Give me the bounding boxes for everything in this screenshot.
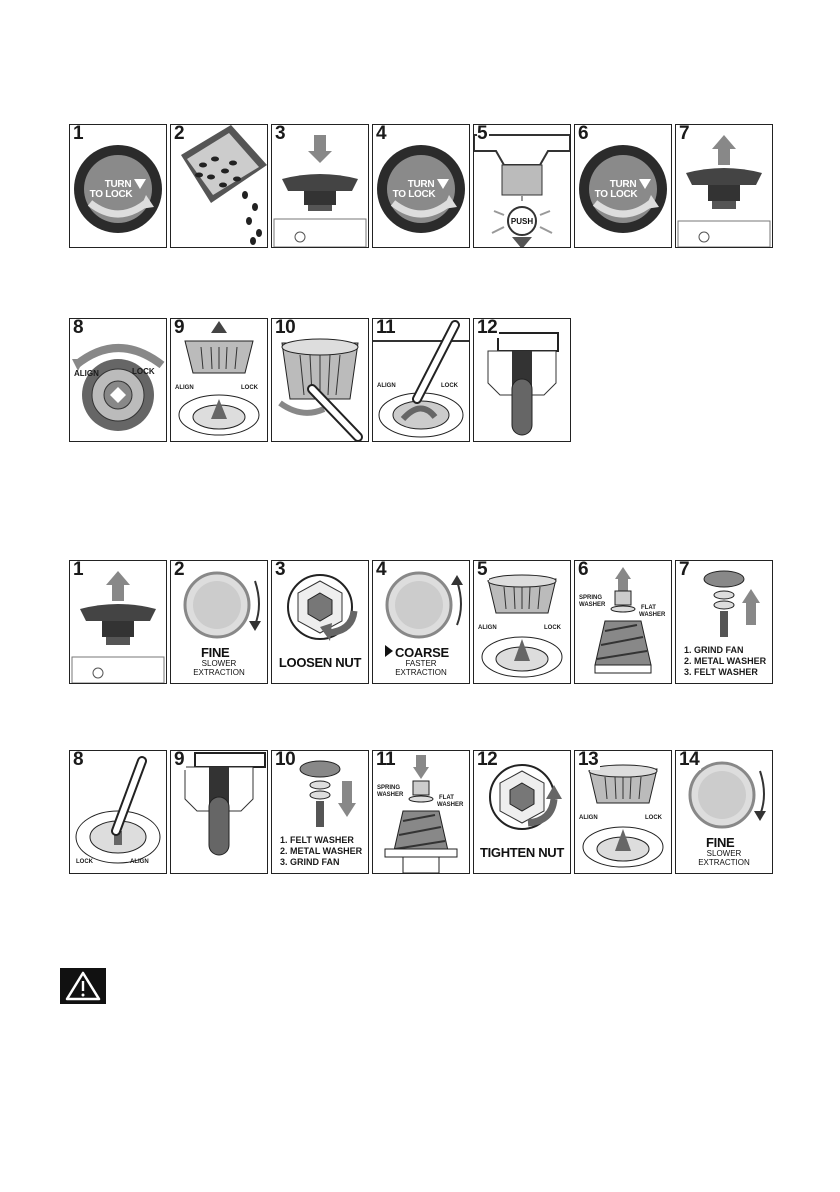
panel-brush-lower-burr <box>372 318 470 442</box>
warning-triangle-icon <box>60 968 106 1004</box>
panel-remove-hopper <box>675 124 773 248</box>
turn-label: TURN <box>104 179 132 190</box>
step-number: 7 <box>679 560 690 580</box>
spring-washer-label: WASHER <box>579 602 606 608</box>
step-number: 13 <box>578 750 599 770</box>
step-number: 9 <box>174 318 185 338</box>
step-number: 2 <box>174 124 185 144</box>
step-number: 12 <box>477 750 498 770</box>
panel-brush-upper-burr <box>271 318 369 442</box>
flat-label: FLAT <box>641 605 656 611</box>
step-number: 7 <box>679 124 690 144</box>
step-number: 6 <box>578 124 589 144</box>
lock-label: LOCK <box>76 859 93 865</box>
step-number: 12 <box>477 318 498 338</box>
step-number: 4 <box>376 560 387 580</box>
step-number: 11 <box>376 750 396 770</box>
lock-label: LOCK <box>544 625 561 631</box>
coarse-label: COARSE <box>395 645 449 660</box>
slower-label: SLOWER <box>201 659 237 668</box>
panel-lift-upper-burr <box>170 318 268 442</box>
spring-label: SPRING <box>579 595 603 601</box>
row-1 <box>69 124 773 248</box>
step-number: 3 <box>275 124 286 144</box>
panel-align-lock-burr <box>69 318 167 442</box>
flat-washer-label: WASHER <box>437 802 464 808</box>
step-number: 2 <box>174 560 185 580</box>
align-label: ALIGN <box>377 383 396 389</box>
to-lock-label: TO LOCK <box>594 189 638 200</box>
step-number: 10 <box>275 750 296 770</box>
step-number: 1 <box>73 560 84 580</box>
push-label: PUSH <box>510 217 534 226</box>
lock-label: LOCK <box>241 385 258 391</box>
to-lock-label: TO LOCK <box>89 189 133 200</box>
panel-lift-upper-burr <box>473 560 571 684</box>
step-number: 14 <box>679 750 700 770</box>
step-number: 3 <box>275 560 286 580</box>
row-4 <box>69 750 773 874</box>
step-number: 9 <box>174 750 185 770</box>
flat-washer-label: WASHER <box>639 612 666 618</box>
row-2 <box>69 318 571 442</box>
panel-install-washers <box>372 750 470 874</box>
panel-pour-beans <box>170 124 268 248</box>
step-number: 11 <box>376 318 396 338</box>
step-number: 8 <box>73 318 84 338</box>
felt-washer-item: 3. FELT WASHER <box>684 667 758 677</box>
turn-label: TURN <box>609 179 637 190</box>
panel-brush-chute <box>473 318 571 442</box>
align-label: ALIGN <box>74 369 99 378</box>
panel-remove-hopper <box>69 560 167 684</box>
slower-label: SLOWER <box>706 849 742 858</box>
panel-dial-coarse <box>372 560 470 684</box>
panel-turn-to-lock <box>69 124 167 248</box>
flat-label: FLAT <box>439 795 454 801</box>
step-number: 5 <box>477 560 488 580</box>
align-label: ALIGN <box>478 625 497 631</box>
turn-label: TURN <box>407 179 435 190</box>
metal-washer-item: 2. METAL WASHER <box>280 846 363 856</box>
panel-brush-chute <box>170 750 268 874</box>
extraction-label: EXTRACTION <box>395 668 447 677</box>
step-number: 6 <box>578 560 589 580</box>
panel-insert-hopper <box>271 124 369 248</box>
spring-washer-label: WASHER <box>377 792 404 798</box>
align-label: ALIGN <box>130 859 149 865</box>
step-number: 4 <box>376 124 387 144</box>
align-label: ALIGN <box>175 385 194 391</box>
tighten-nut-label: TIGHTEN NUT <box>479 845 565 860</box>
panel-loosen-nut <box>271 560 369 684</box>
align-label: ALIGN <box>579 815 598 821</box>
lock-label: LOCK <box>132 367 155 376</box>
lock-label: LOCK <box>645 815 662 821</box>
fine-label: FINE <box>706 835 735 850</box>
fine-label: FINE <box>201 645 230 660</box>
faster-label: FASTER <box>405 659 437 668</box>
to-lock-label: TO LOCK <box>392 189 436 200</box>
panel-dial-fine <box>170 560 268 684</box>
panel-turn-to-lock-3 <box>574 124 672 248</box>
panel-remove-washers <box>574 560 672 684</box>
row-3 <box>69 560 773 684</box>
loosen-nut-label: LOOSEN NUT <box>278 655 362 670</box>
extraction-label: EXTRACTION <box>193 668 245 677</box>
grind-fan-item: 1. GRIND FAN <box>684 645 744 655</box>
panel-tighten-nut <box>473 750 571 874</box>
panel-remove-grind-fan <box>675 560 773 684</box>
panel-turn-to-lock-2 <box>372 124 470 248</box>
panel-brush-grind-chamber <box>69 750 167 874</box>
step-number: 1 <box>73 124 84 144</box>
panel-lift-upper-burr <box>574 750 672 874</box>
step-number: 10 <box>275 318 296 338</box>
panel-install-grind-fan <box>271 750 369 874</box>
metal-washer-item: 2. METAL WASHER <box>684 656 767 666</box>
panel-push-button <box>473 124 571 248</box>
grind-fan-item: 3. GRIND FAN <box>280 857 340 867</box>
felt-washer-item: 1. FELT WASHER <box>280 835 354 845</box>
panel-dial-fine <box>675 750 773 874</box>
step-number: 5 <box>477 124 488 144</box>
spring-label: SPRING <box>377 785 401 791</box>
extraction-label: EXTRACTION <box>698 858 750 867</box>
step-number: 8 <box>73 750 84 770</box>
lock-label: LOCK <box>441 383 458 389</box>
